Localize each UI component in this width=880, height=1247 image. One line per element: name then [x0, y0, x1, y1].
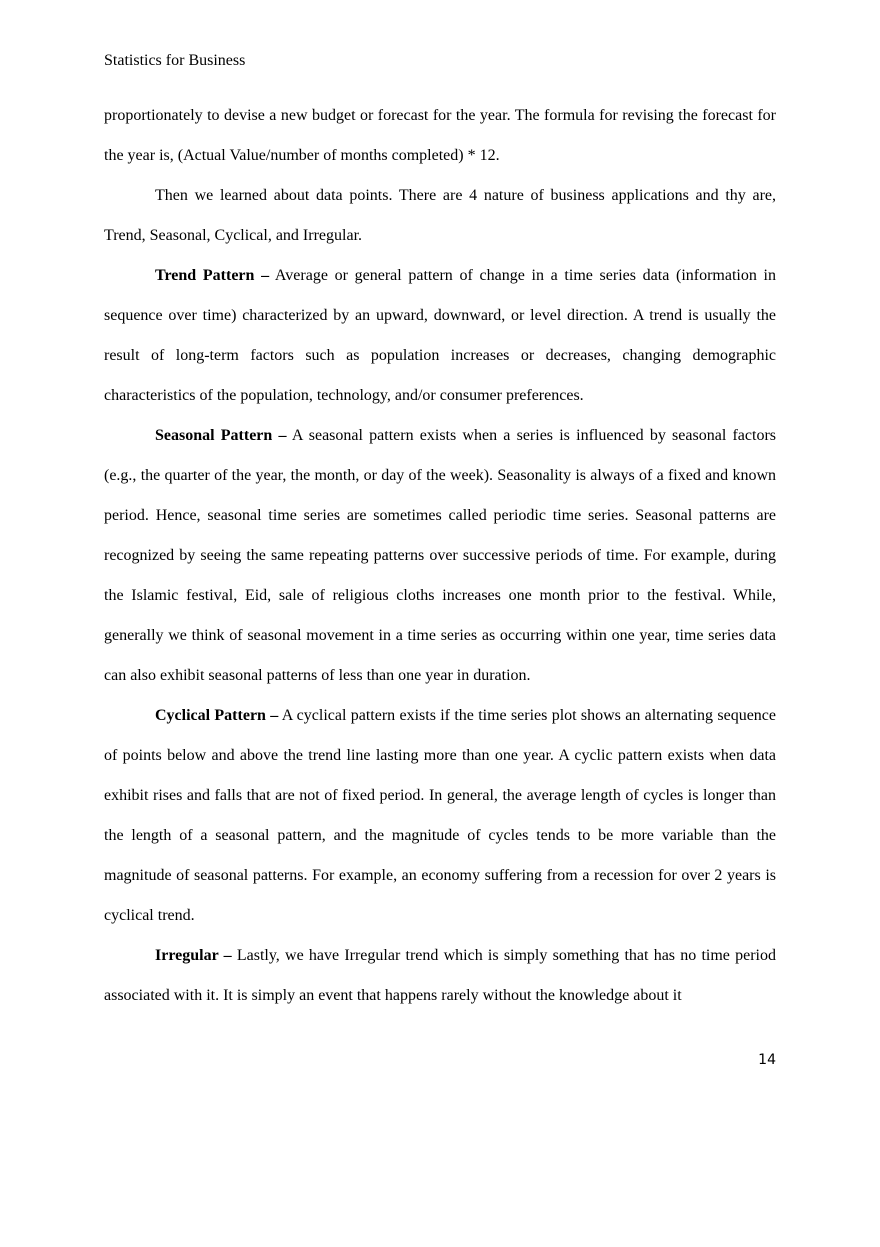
paragraph-text: Lastly, we have Irregular trend which is simply something that has no time period associated with it. It is simply an event that happens rarely without the knowledge about it	[104, 947, 776, 1004]
paragraph-text: A seasonal pattern exists when a series is influenced by seasonal factors (e.g., the quarter of the year, the month, or day of the week). Seasonality is always of a fixed and known period. Hence, seasonal time series are sometimes called periodic time series. Seasonal patterns are recognized by seeing the same repeating patterns over successive periods of time. For example, during the Islamic festival, Eid, sale of religious cloths increases one month prior to the festival. While, generally we think of seasonal movement in a time series as occurring within one year, time series data can also exhibit seasonal patterns of less than one year in duration.	[104, 427, 776, 684]
paragraph-data-points	[104, 176, 776, 256]
running-header: Statistics for Business	[104, 52, 246, 69]
term-cyclical-pattern: Cyclical Pattern –	[155, 707, 279, 724]
term-irregular: Irregular –	[155, 947, 232, 964]
term-trend-pattern: Trend Pattern –	[155, 267, 270, 284]
page-number: 14	[758, 1052, 776, 1068]
paragraph-trend-pattern	[104, 256, 776, 416]
paragraph-budget-continuation	[104, 96, 776, 176]
paragraph-cyclical-pattern	[104, 696, 776, 936]
paragraph-text: proportionately to devise a new budget or forecast for the year. The formula for revising the forecast for the year is, (Actual Value/number of months completed) * 12.	[104, 107, 776, 164]
paragraph-irregular	[104, 936, 776, 1016]
body-text	[104, 96, 776, 1016]
term-seasonal-pattern: Seasonal Pattern –	[155, 427, 287, 444]
paragraph-text: Then we learned about data points. There are 4 nature of business applications and thy are, Trend, Seasonal, Cyclical, and Irregular.	[104, 187, 776, 244]
paragraph-text: Average or general pattern of change in a time series data (information in sequence over time) characterized by an upward, downward, or level direction. A trend is usually the result of long-term factors such as population increases or decreases, changing demographic characteristics of the population, technology, and/or consumer preferences.	[104, 267, 776, 404]
paragraph-text: A cyclical pattern exists if the time series plot shows an alternating sequence of points below and above the trend line lasting more than one year. A cyclic pattern exists when data exhibit rises and falls that are not of fixed period. In general, the average length of cycles is longer than the length of a seasonal pattern, and the magnitude of cycles tends to be more variable than the magnitude of seasonal patterns. For example, an economy suffering from a recession for over 2 years is cyclical trend.	[104, 707, 777, 924]
paragraph-seasonal-pattern	[104, 416, 776, 696]
